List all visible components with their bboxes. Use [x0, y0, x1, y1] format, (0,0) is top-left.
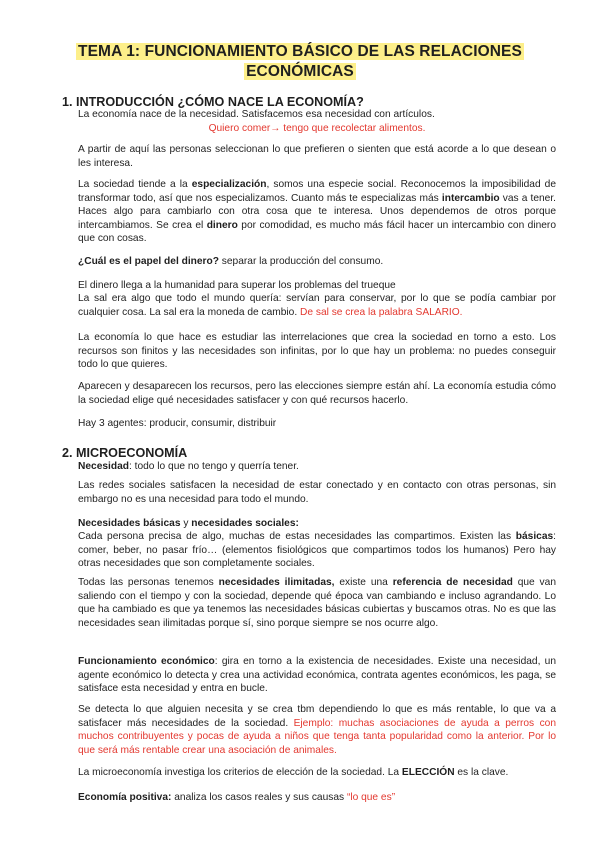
paragraph-funcionamiento-economico: Funcionamiento económico: gira en torno a la existencia de necesidades. Existe una necesidad, un agente económico lo detecta y crea una actividad económica, contrata agentes económicos, les paga, se satisface esta necesidad y entra en bucle.	[78, 656, 557, 695]
term-basicas: básicas	[515, 531, 554, 542]
quote-recolectar: Quiero comer→ tengo que recolectar alimentos.	[208, 123, 426, 134]
paragraph-papel-dinero: ¿Cuál es el papel del dinero? separar la producción del consumo.	[78, 256, 384, 267]
title-line-2: ECONÓMICAS	[246, 63, 354, 80]
paragraph-redes-sociales: Las redes sociales satisfacen la necesidad de estar conectado y en contacto con otras personas, sin embargo no es una necesidad para todo el mundo.	[78, 480, 556, 505]
term-economia-positiva: Economía positiva:	[78, 792, 172, 803]
document-title	[40, 42, 560, 82]
term-necesidades-ilimitadas: necesidades ilimitadas,	[218, 577, 335, 588]
paragraph-necesidades-basicas: Cada persona precisa de algo, muchas de estas necesidades las compartimos. Existen las básicas: comer, beber, no pasar frío… (elementos fisiológicos que compartimos todos los humanos) Pero hay otras necesidades que son completamente sociales.	[78, 531, 556, 570]
paragraph-economia-positiva: Economía positiva: analiza los casos reales y sus causas “lo que es”	[78, 792, 396, 803]
note-salario: De sal se crea la palabra SALARIO.	[300, 306, 463, 318]
paragraph-necesidad: Necesidad: todo lo que no tengo y querría tener.	[78, 461, 299, 472]
paragraph-interrelaciones: La economía lo que hace es estudiar las interrelaciones que crea la sociedad en torno a esto. Los recursos son finitos y las necesidades son infinitas, por lo que hay un problema: no puedes conseguir todo lo que quieres.	[78, 332, 556, 371]
paragraph-rentable: Se detecta lo que alguien necesita y se crea tbm dependiendo lo que es más rentable, lo que va a satisfacer más necesidades de la sociedad. Ejemplo: muchas asociaciones de ayuda a perros con muchos contribuyentes y pocas de ayuda a niños que tenga tanta popularidad como la anterior. Por lo que será más rentable crear una asociación de animales.	[78, 704, 556, 756]
paragraph-sal: La sal era algo que todo el mundo quería: servían para conservar, por lo que se podía cambiar por cualquier cosa. La sal era la moneda de cambio. De sal se crea la palabra SALARIO.	[78, 293, 556, 318]
paragraph-recursos: Aparecen y desaparecen los recursos, pero las elecciones siempre están ahí. La economía estudia cómo la sociedad elige qué necesidades satisfacer y con qué recursos hacerlo.	[78, 381, 556, 406]
term-especializacion: especialización	[191, 179, 267, 190]
section-heading-introduccion: 1. INTRODUCCIÓN ¿CÓMO NACE LA ECONOMÍA?	[62, 95, 364, 109]
paragraph-especializacion: La sociedad tiende a la especialización, somos una especie social. Reconocemos la imposibilidad de transformar todo, así que nos especializamos. Cuanto más te especializas más intercambio vas a tener. Haces algo para cambiarlo con otra cosa que te interesa. Unos dependemos de otros porque intercambiamos. Se crea el dinero por comodidad, es mucho más fácil hacer un intercambio con dinero que con cosas.	[78, 179, 557, 245]
term-eleccion: ELECCIÓN	[401, 767, 455, 778]
subheading-necesidades: Necesidades básicas y necesidades sociales:	[78, 518, 299, 529]
paragraph-agentes: Hay 3 agentes: producir, consumir, distribuir	[78, 418, 277, 429]
term-necesidad: Necesidad	[78, 461, 129, 472]
term-funcionamiento-economico: Funcionamiento económico	[78, 656, 215, 667]
term-intercambio: intercambio	[441, 192, 500, 204]
term-referencia-necesidad: referencia de necesidad	[392, 577, 513, 588]
paragraph-trueque: El dinero llega a la humanidad para superar los problemas del trueque	[78, 280, 396, 291]
paragraph-economia-nace: La economía nace de la necesidad. Satisfacemos esa necesidad con artículos.	[78, 109, 435, 120]
paragraph-eleccion: La microeconomía investiga los criterios de elección de la sociedad. La ELECCIÓN es la clave.	[78, 767, 509, 778]
term-dinero: dinero	[206, 219, 238, 231]
title-line-1: TEMA 1: FUNCIONAMIENTO BÁSICO DE LAS RELACIONES	[78, 43, 522, 60]
example-asociaciones: Ejemplo: muchas asociaciones de ayuda a perros con muchos contribuyentes y pocas de ayuda a niños que tenga tanta popularidad como la anterior. Por lo que será más rentable crear una asociación de animales.	[78, 717, 556, 756]
paragraph-necesidades-ilimitadas: Todas las personas tenemos necesidades ilimitadas, existe una referencia de necesidad que van saliendo con el tiempo y con la sociedad, depende qué época van cambiando e incluso agrandando. Lo que ha cambiado es que ya tenemos las necesidades básicas cubiertas y buscamos otras. No es que las necesidades sean ilimitadas porque sí, sino porque siempre se nos ocurre algo.	[78, 577, 556, 629]
paragraph-seleccionan: A partir de aquí las personas seleccionan lo que prefieren o sienten que está acorde a lo que desean o les interesa.	[78, 144, 556, 169]
section-heading-microeconomia: 2. MICROECONOMÍA	[62, 446, 188, 460]
